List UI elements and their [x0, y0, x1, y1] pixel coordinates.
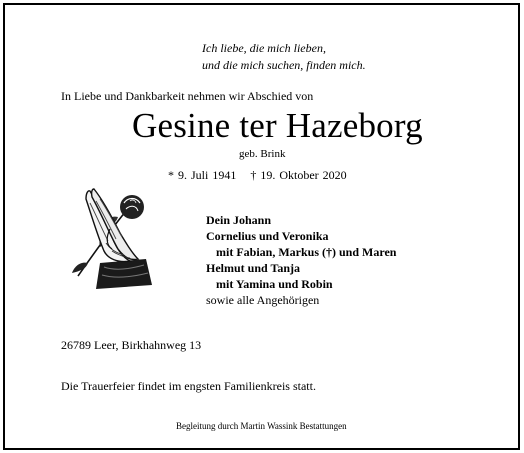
obituary-notice	[3, 3, 520, 450]
mourner-line: mit Fabian, Markus (†) und Maren	[216, 245, 397, 259]
funeral-home-credit: Begleitung durch Martin Wassink Bestattungen	[176, 421, 347, 431]
address: 26789 Leer, Birkhahnweg 13	[61, 338, 202, 352]
quote	[202, 40, 366, 74]
life-dates	[168, 168, 347, 183]
quote-line-2: und die mich suchen, finden mich.	[202, 58, 366, 72]
quote-line-1: Ich liebe, die mich lieben,	[202, 41, 326, 55]
mourner-line: sowie alle Angehörigen	[206, 293, 320, 307]
birth-date: * 9. Juli 1941	[168, 168, 237, 182]
maiden-name: geb. Brink	[239, 148, 286, 160]
mourner-line: Helmut und Tanja	[206, 261, 301, 275]
mourner-line: Dein Johann	[206, 213, 272, 227]
funeral-note: Die Trauerfeier findet im engsten Familienkreis statt.	[61, 379, 316, 393]
death-date: † 19. Oktober 2020	[250, 168, 347, 182]
mourner-line: Cornelius und Veronika	[206, 229, 329, 243]
mourner-line: mit Yamina und Robin	[216, 277, 333, 291]
praying-hands-with-rose-icon	[60, 181, 160, 296]
mourners-list	[206, 212, 396, 308]
intro-text: In Liebe und Dankbarkeit nehmen wir Abschied von	[61, 89, 314, 103]
deceased-name: Gesine ter Hazeborg	[132, 106, 423, 145]
